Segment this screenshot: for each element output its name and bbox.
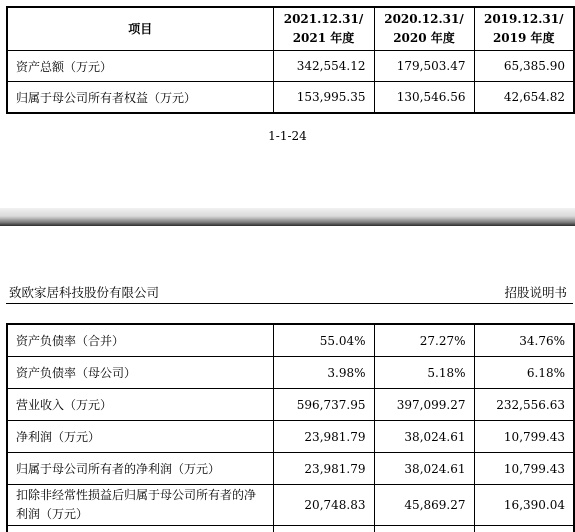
value-cell: 23,981.79 xyxy=(273,453,374,485)
value-cell: 20,748.83 xyxy=(273,485,374,526)
header-cell-item: 项目 xyxy=(7,7,273,51)
value-cell: 342,554.12 xyxy=(273,51,374,82)
document-type: 招股说明书 xyxy=(504,283,567,301)
row-label: 资产总额（万元） xyxy=(7,51,273,82)
financial-summary-table-bottom xyxy=(6,323,575,532)
empty-cell xyxy=(273,526,374,532)
header-year: 2020 年度 xyxy=(383,29,466,48)
value-cell: 179,503.47 xyxy=(374,51,474,82)
value-cell: 130,546.56 xyxy=(374,82,474,114)
row-label: 扣除非经常性损益后归属于母公司所有者的净利润（万元） xyxy=(7,485,273,526)
row-label: 资产负债率（合并） xyxy=(7,324,273,357)
table-row xyxy=(7,51,574,82)
empty-cell xyxy=(474,526,574,532)
table-header-row xyxy=(7,7,574,51)
table-row xyxy=(7,421,574,453)
value-cell: 65,385.90 xyxy=(474,51,574,82)
header-date: 2019.12.31/ xyxy=(483,10,566,29)
header-year: 2019 年度 xyxy=(483,29,566,48)
value-cell: 153,995.35 xyxy=(273,82,374,114)
document-header xyxy=(9,283,567,303)
header-cell-2020 xyxy=(374,7,474,51)
value-cell: 55.04% xyxy=(273,324,374,357)
value-cell: 42,654.82 xyxy=(474,82,574,114)
table-row xyxy=(7,324,574,357)
table-row xyxy=(7,485,574,526)
row-label: 营业收入（万元） xyxy=(7,389,273,421)
value-cell: 38,024.61 xyxy=(374,453,474,485)
value-cell: 45,869.27 xyxy=(374,485,474,526)
header-date: 2021.12.31/ xyxy=(282,10,366,29)
value-cell: 27.27% xyxy=(374,324,474,357)
value-cell: 3.98% xyxy=(273,357,374,389)
value-cell: 5.18% xyxy=(374,357,474,389)
table-row-cut-off xyxy=(7,526,574,532)
value-cell: 232,556.63 xyxy=(474,389,574,421)
table-row xyxy=(7,389,574,421)
table-row xyxy=(7,82,574,114)
value-cell: 397,099.27 xyxy=(374,389,474,421)
financial-summary-table-top xyxy=(6,6,575,114)
value-cell: 23,981.79 xyxy=(273,421,374,453)
header-year: 2021 年度 xyxy=(282,29,366,48)
page-number: 1-1-24 xyxy=(0,129,575,143)
page-break-divider xyxy=(0,208,575,226)
table-row xyxy=(7,453,574,485)
empty-cell xyxy=(7,526,273,532)
value-cell: 16,390.04 xyxy=(474,485,574,526)
row-label: 归属于母公司所有者的净利润（万元） xyxy=(7,453,273,485)
row-label: 净利润（万元） xyxy=(7,421,273,453)
header-rule xyxy=(6,303,573,304)
row-label: 归属于母公司所有者权益（万元） xyxy=(7,82,273,114)
value-cell: 10,799.43 xyxy=(474,453,574,485)
value-cell: 38,024.61 xyxy=(374,421,474,453)
header-cell-2019 xyxy=(474,7,574,51)
value-cell: 596,737.95 xyxy=(273,389,374,421)
company-name: 致欧家居科技股份有限公司 xyxy=(9,283,159,301)
header-date: 2020.12.31/ xyxy=(383,10,466,29)
header-cell-2021 xyxy=(273,7,374,51)
row-label: 资产负债率（母公司） xyxy=(7,357,273,389)
table-row xyxy=(7,357,574,389)
value-cell: 34.76% xyxy=(474,324,574,357)
value-cell: 10,799.43 xyxy=(474,421,574,453)
value-cell: 6.18% xyxy=(474,357,574,389)
empty-cell xyxy=(374,526,474,532)
